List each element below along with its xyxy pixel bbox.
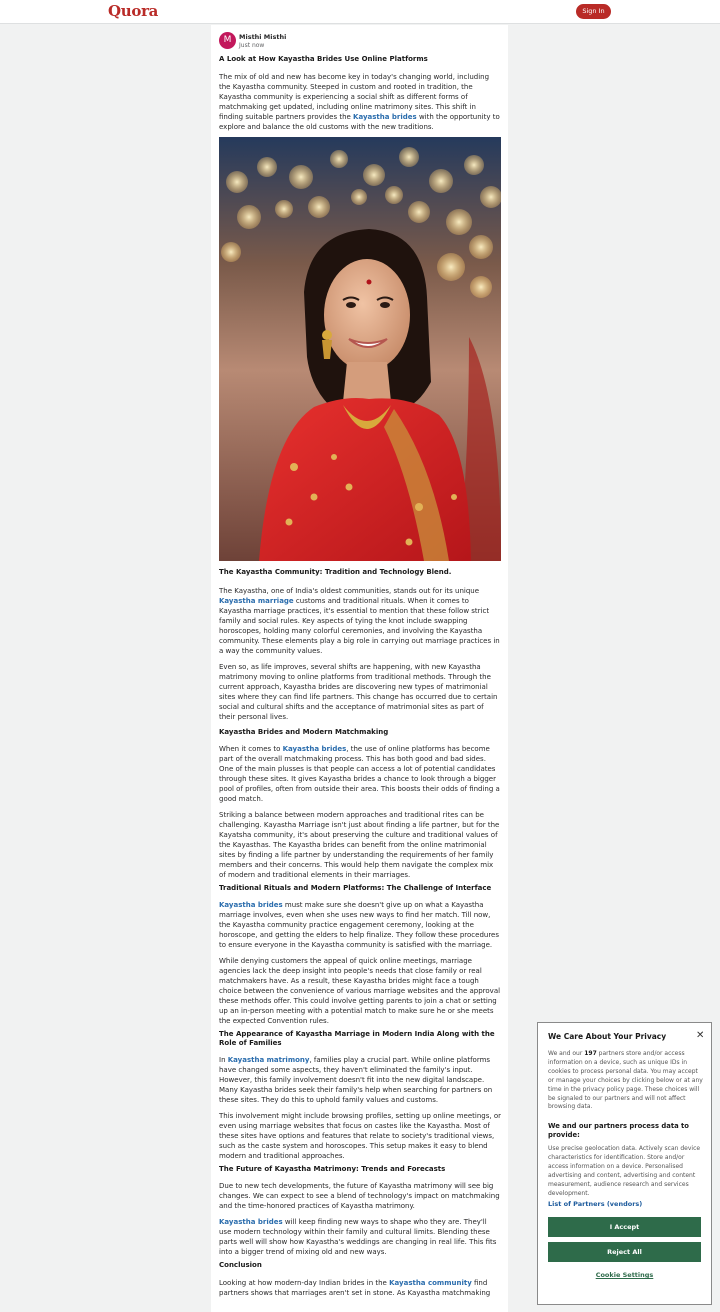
privacy-title: We Care About Your Privacy: [548, 1032, 667, 1041]
link-kayastha-brides[interactable]: Kayastha brides: [282, 745, 347, 753]
paragraph: In Kayastha matrimony, families play a crucial part. While online platforms have changed some aspects, they haven't eliminated the family's input. However, this family involvement doesn't fit into the new digital landscape. Many Kayastha brides seek their family's help when searching for partners on these sites. They do this to uphold family values and customs.: [219, 1055, 493, 1104]
cookie-settings-link[interactable]: Cookie Settings: [595, 1271, 654, 1279]
post-card: [211, 25, 508, 1312]
link-kayastha-matrimony[interactable]: Kayastha matrimony: [227, 1055, 310, 1064]
post-content-body: [219, 568, 501, 1298]
link-kayastha-brides[interactable]: Kayastha brides: [219, 1218, 283, 1226]
reject-all-button[interactable]: Reject All: [548, 1242, 701, 1262]
paragraph: Due to new tech developments, the future of Kayastha matrimony will see big changes. We can expect to see a blend of technology's impact on matchmaking and the time-honored practices of Kayastha matrimony.: [219, 1182, 500, 1210]
sign-in-button[interactable]: Sign In: [576, 4, 611, 19]
partners-link[interactable]: List of Partners (vendors): [548, 1200, 643, 1208]
bride-photo: [219, 137, 501, 561]
post-timestamp: Just now: [239, 42, 265, 49]
link-kayastha-brides[interactable]: Kayastha brides: [219, 900, 283, 909]
author-name[interactable]: Misthi Misthi: [239, 33, 287, 41]
heading-traditional-rituals: Traditional Rituals and Modern Platforms: The Challenge of Interface: [219, 884, 492, 892]
paragraph: This involvement might include browsing profiles, setting up online meetings, or even using marriage websites that focus on castes like the Kayastha. Most of these sites have options and features that relate to society's traditional views, such as the caste system and horoscopes. This setup makes it easy to blend modern and traditional approaches.: [219, 1111, 501, 1160]
heading-community: The Kayastha Community: Tradition and Technology Blend.: [219, 568, 452, 576]
paragraph-intro: The mix of old and new has become key in today's changing world, including the Kayastha community. Steeped in custom and rooted in tradition, the Kayastha community is experiencing a social shift as different forms of matchmaking get updated, including online matrimony sites. This shift in finding suitable partners provides the Kayastha brides with the opportunity to explore and balance the old customs with the new traditions.: [219, 72, 500, 131]
avatar[interactable]: M: [219, 32, 236, 49]
accept-button[interactable]: I Accept: [548, 1217, 701, 1237]
privacy-subtitle: We and our partners process data to provide:: [548, 1122, 689, 1139]
privacy-consent-dialog: [537, 1022, 712, 1305]
privacy-description: We and our 197 partners store and/or access information on a device, such as unique IDs in cookies to process personal data. You may accept or manage your choices by clicking below or at any time in the privacy policy page. These choices will be signaled to our partners and will not affect browsing data.: [548, 1050, 703, 1111]
privacy-purposes: Use precise geolocation data. Actively scan device characteristics for identification. Store and/or access information on a device. Personalised advertising and content, advertising and content measurement, audience research and services development.: [548, 1145, 701, 1197]
paragraph: Kayastha brides must make sure she doesn't give up on what a Kayastha marriage involves, even when she uses new ways to find her match. Till now, the Kayastha community practice engagement ceremony, looking at the horoscope, and getting the elders to help finalize. They follow these procedures to ensure everyone in the Kayastha community is satisfied with the marriage.: [219, 900, 500, 949]
link-kayastha-community[interactable]: Kayastha community: [389, 1278, 472, 1287]
heading-future: The Future of Kayastha Matrimony: Trends and Forecasts: [219, 1164, 446, 1173]
top-bar: [0, 0, 720, 24]
heading-appearance: The Appearance of Kayastha Marriage in Modern India Along with the Role of Families: [219, 1029, 495, 1047]
paragraph: Even so, as life improves, several shifts are happening, with new Kayastha matrimony moving to online platforms from traditional methods. Through the current approach, Kayastha brides are discovering new types of matrimonial sites where they can find life partners. This change has occurred due to certain social and cultural shifts and the acceptance of matrimonial sites as part of their personal lives.: [219, 662, 498, 721]
paragraph: Looking at how modern-day Indian brides in the Kayastha community find partners shows that marriages aren't set in stone. As Kayastha matchmaking: [219, 1278, 491, 1297]
close-icon[interactable]: ✕: [696, 1030, 705, 1041]
paragraph: While denying customers the appeal of quick online meetings, marriage agencies lack the deep insight into people's needs that close family or real matchmakers have. As a result, these Kayastha brides might face a tough choice between the convenience of various marriage websites and the approval these methods offer. This could involve getting parents to join a chat or setting up an in-person meeting with a potential match to make sure he or she meets the expected Convention rules.: [219, 956, 501, 1025]
heading-conclusion: Conclusion: [219, 1261, 262, 1269]
paragraph: Kayastha brides will keep finding new ways to shape who they are. They'll use modern technology within their family and cultural limits. Blending these parts well will show how Kayastha's weddings are changing in real life. This fits into a bigger trend of mixing old and new ways.: [219, 1218, 497, 1256]
quora-logo[interactable]: Quora: [108, 2, 159, 20]
paragraph: Striking a balance between modern approaches and traditional rites can be challenging. Kayastha Marriage isn't just about finding a life partner, but for the Kayatsha community, it's about preserving the culture and traditional values of the Kayasthas. The Kayastha brides can benefit from the online matrimonial sites by finding a life partner by understanding the requirements of her family members and their concerns. This would help them navigate the complex mix of modern and traditional elements in their marriages.: [219, 811, 500, 879]
heading-modern-matchmaking: Kayastha Brides and Modern Matchmaking: [219, 727, 389, 736]
paragraph: The Kayastha, one of India's oldest communities, stands out for its unique Kayastha marriage customs and traditional rituals. When it comes to Kayastha marriage practices, it's essential to mention that these follow strict family and social rules. Key aspects of tying the knot include swapping horoscopes, holding many colorful ceremonies, and involving the Kayastha community. These elements play a big role in carrying out marriage practices in a way the community values.: [219, 586, 500, 655]
paragraph: When it comes to Kayastha brides, the use of online platforms has become part of the overall matchmaking process. This has both good and bad sides. One of the main plusses is that people can access a lot of potential candidates through these sites. It gives Kayastha brides a chance to look through a bigger pool of profiles, often from outside their area. This boosts their odds of finding a good match.: [219, 745, 500, 803]
post-content: [219, 55, 501, 132]
link-kayastha-marriage[interactable]: Kayastha marriage: [219, 596, 294, 605]
link-kayastha-brides[interactable]: Kayastha brides: [353, 112, 417, 121]
article-title: A Look at How Kayastha Brides Use Online Platforms: [219, 55, 428, 63]
